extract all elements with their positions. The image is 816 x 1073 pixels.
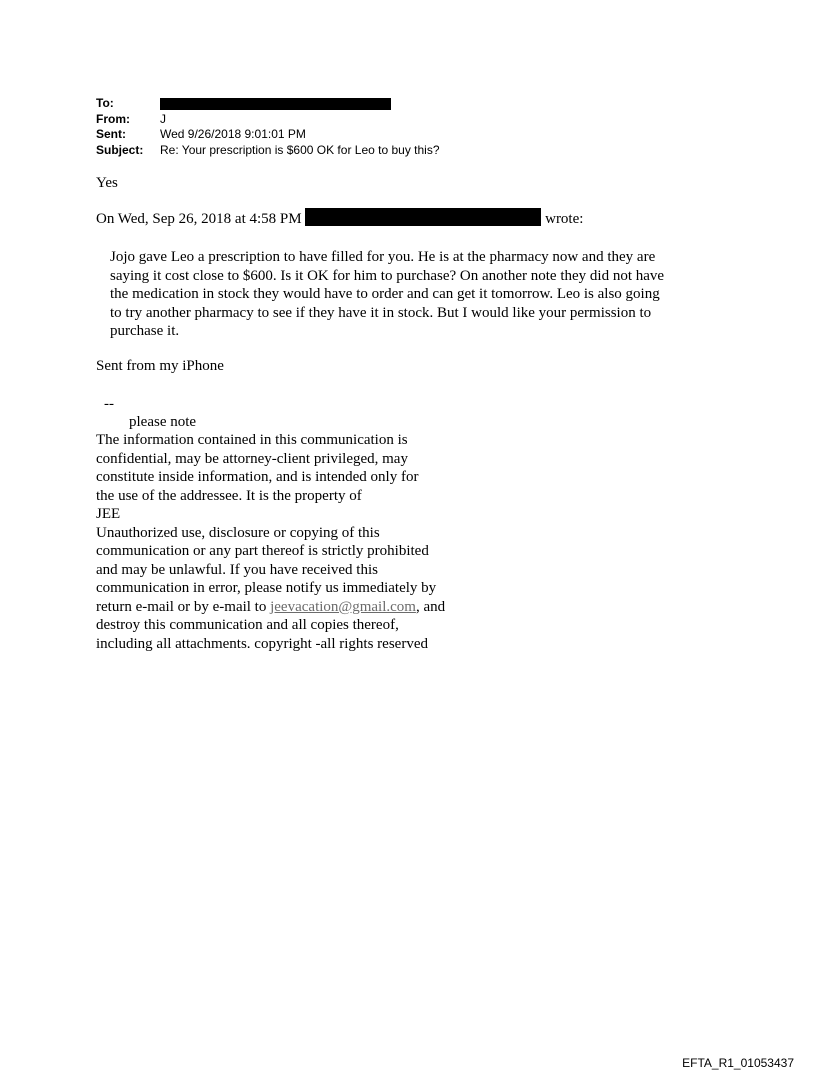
disclaimer-line: JEE: [96, 506, 121, 522]
sent-value: Wed 9/26/2018 9:01:01 PM: [160, 127, 306, 142]
disclaimer-line: communication in error, please notify us immediately by: [96, 580, 437, 596]
disclaimer-line: Unauthorized use, disclosure or copying of this: [96, 524, 380, 541]
disclaimer-line: communication or any part thereof is strictly prohibited: [96, 543, 429, 559]
disclaimer-email-suffix: , and: [415, 598, 446, 615]
disclaimer-line-email: [96, 598, 516, 617]
subject-row: [96, 143, 440, 159]
quoted-line: purchase it.: [110, 323, 180, 340]
disclaimer-line: including all attachments. copyright -all rights reserved: [96, 635, 428, 652]
quote-intro-suffix: wrote:: [545, 211, 584, 227]
sent-row: [96, 127, 440, 143]
from-value: J: [160, 111, 166, 126]
disclaimer-line: constitute inside information, and is intended only for: [96, 469, 419, 485]
disclaimer-line: The information contained in this communication is: [96, 432, 408, 448]
document-id: EFTA_R1_01053437: [682, 1056, 794, 1070]
subject-label: Subject:: [96, 142, 144, 157]
disclaimer-email-prefix: return e-mail or by e-mail to: [96, 598, 271, 615]
quoted-line: the medication in stock they would have to order and can get it tomorrow. Leo is also going: [110, 286, 660, 303]
email-link[interactable]: jeevacation@gmail.com: [270, 598, 416, 615]
sent-label: Sent:: [96, 127, 126, 142]
please-note: please note: [129, 414, 197, 430]
to-label: To:: [96, 96, 114, 111]
signature-separator: --: [104, 396, 114, 412]
subject-value: Re: Your prescription is $600 OK for Leo to buy this?: [160, 142, 440, 157]
disclaimer-line: confidential, may be attorney-client privileged, may: [96, 450, 408, 467]
quoted-line: to try another pharmacy to see if they have it in stock. But I would like your permission to: [110, 304, 652, 321]
quoted-line: saying it cost close to $600. Is it OK for him to purchase? On another note they did not have: [110, 267, 665, 284]
disclaimer-line: destroy this communication and all copies thereof,: [96, 617, 399, 633]
reply-text: Yes: [96, 175, 118, 191]
quote-intro-prefix: On Wed, Sep 26, 2018 at 4:58 PM: [96, 211, 302, 227]
sender-redaction: [305, 208, 541, 226]
confidentiality-disclaimer: [96, 431, 516, 653]
disclaimer-line: the use of the addressee. It is the property of: [96, 487, 362, 504]
disclaimer-line: and may be unlawful. If you have received this: [96, 561, 378, 578]
to-row: [96, 96, 440, 112]
to-redaction: [160, 98, 391, 110]
to-value: [160, 96, 391, 111]
quoted-message: [110, 248, 710, 341]
signature-text: Sent from my iPhone: [96, 358, 224, 374]
email-header: [96, 96, 440, 158]
quote-intro: [96, 208, 583, 229]
from-label: From:: [96, 111, 130, 126]
quoted-line: Jojo gave Leo a prescription to have filled for you. He is at the pharmacy now and they are: [110, 249, 656, 265]
from-row: [96, 112, 440, 128]
